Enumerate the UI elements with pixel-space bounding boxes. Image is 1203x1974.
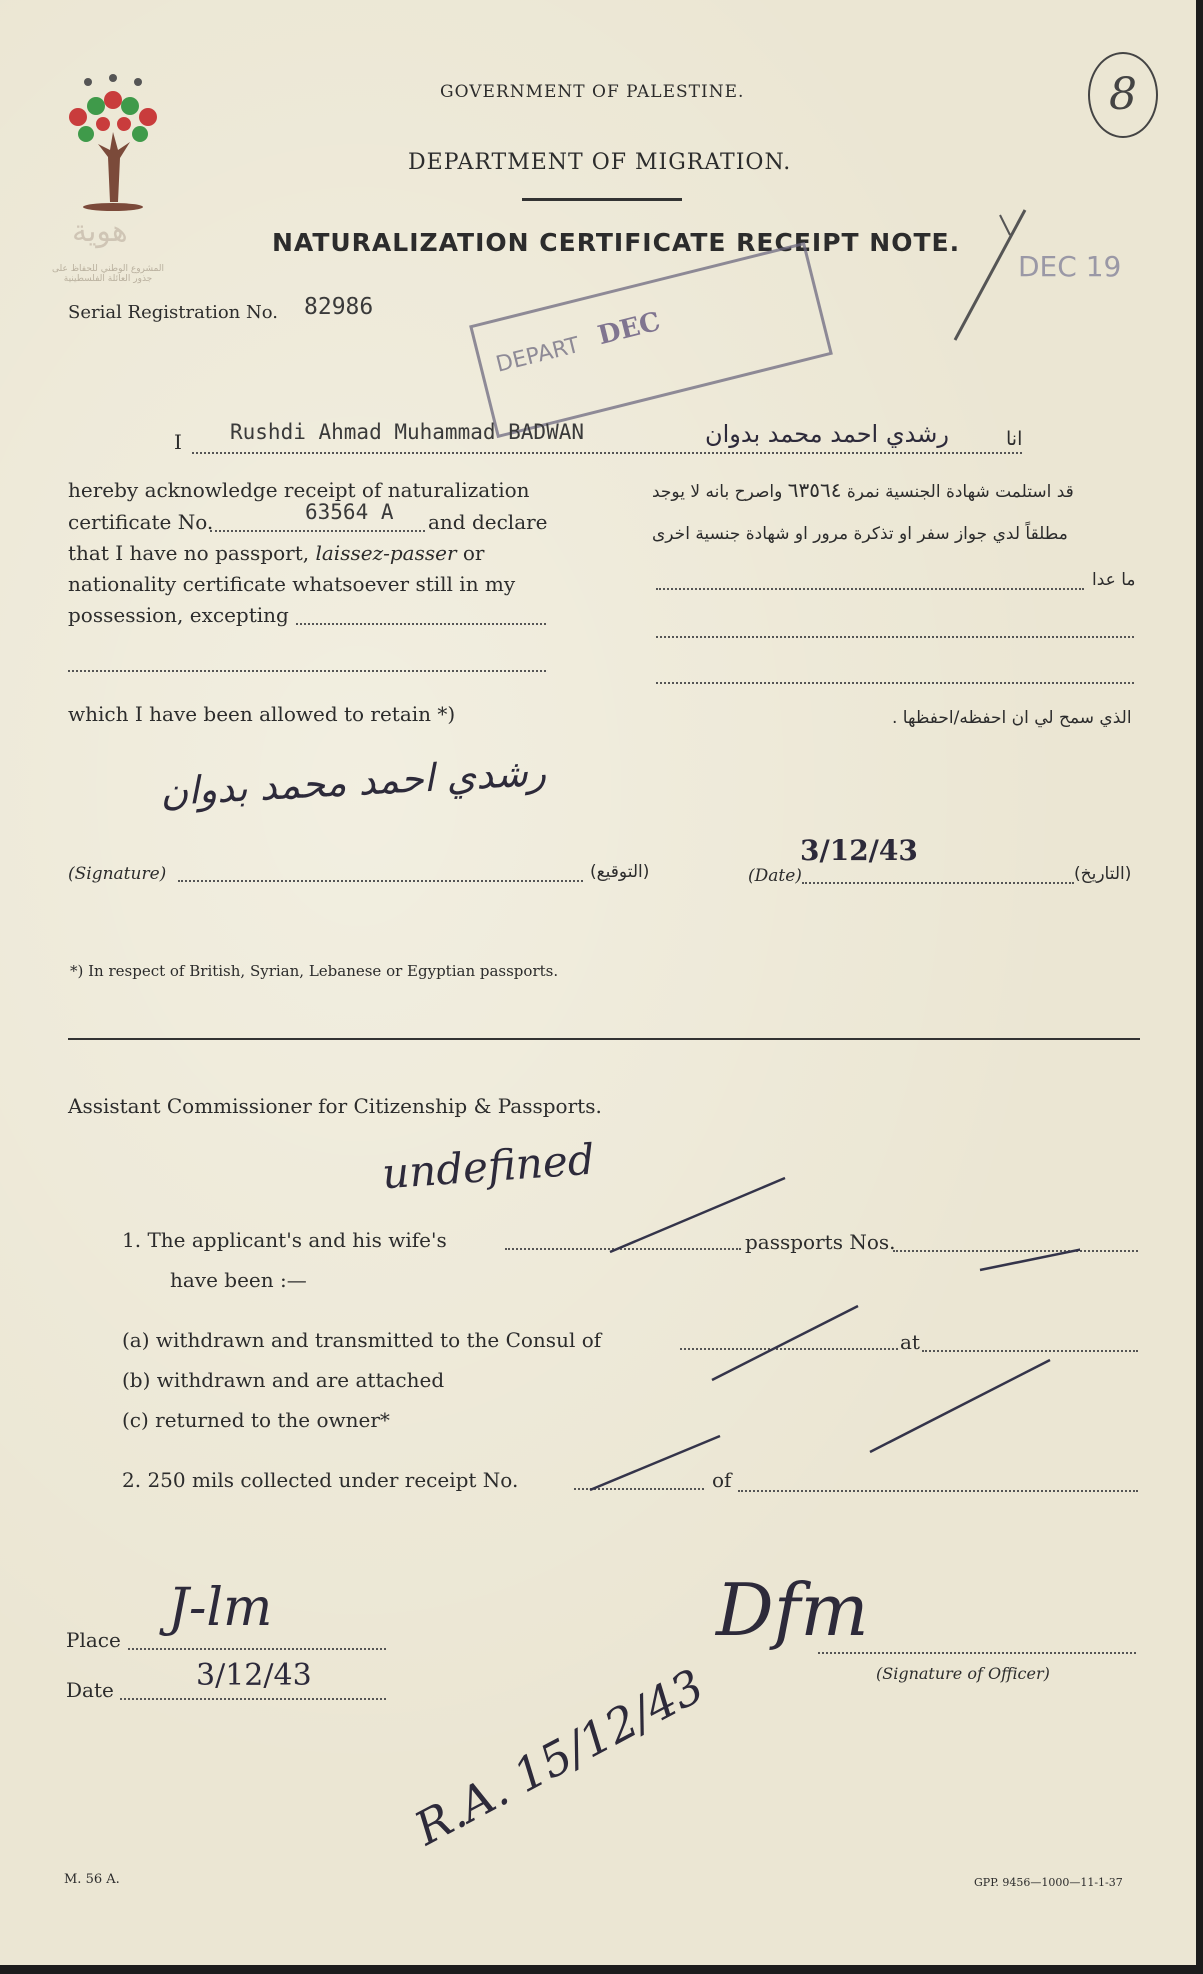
english-line-5: possession, excepting xyxy=(68,603,289,627)
item-2-of: of xyxy=(712,1468,732,1492)
arabic-line-2: مطلقاً لدي جواز سفر او تذكرة مرور او شهادة جنسية اخرى xyxy=(652,524,1068,544)
officer-label: (Signature of Officer) xyxy=(876,1664,1050,1683)
declarant-prefix: I xyxy=(174,430,182,454)
arabic-cert-no: ٦٣٥٦٤ xyxy=(787,478,842,502)
english-line-2b: and declare xyxy=(428,510,548,534)
item-b: (b) withdrawn and are attached xyxy=(122,1368,445,1392)
item-1a: 1. The applicant's and his wife's xyxy=(122,1228,447,1252)
form-code-right: GPP. 9456—1000—11-1-37 xyxy=(974,1876,1123,1889)
department-stamp-date: DEC xyxy=(594,306,664,352)
english-line-2a: certificate No. xyxy=(68,510,214,534)
name-dots xyxy=(192,452,1022,454)
arabic-retain: الذي سمح لي ان احفظه/احفظها . xyxy=(892,708,1132,728)
date-label: (Date) xyxy=(748,866,802,886)
english-line-4: nationality certificate whatsoever still in my xyxy=(68,572,516,596)
english-line-3 xyxy=(68,541,484,565)
excepting-dots xyxy=(296,623,546,625)
department-stamp xyxy=(469,242,833,438)
declarant-name-ar: رشدي احمد محمد بدوان xyxy=(705,420,949,448)
bottom-date-label: Date xyxy=(66,1678,114,1702)
item-2: 2. 250 mils collected under receipt No. xyxy=(122,1468,519,1492)
arabic-line-3: ما عدا xyxy=(1092,570,1136,590)
laissez-passer: laissez-passer xyxy=(315,541,457,565)
undefined-handwritten: undefined xyxy=(380,1134,597,1199)
place-label: Place xyxy=(66,1628,121,1652)
item-c: (c) returned to the owner* xyxy=(122,1408,390,1432)
assistant-title: Assistant Commissioner for Citizenship & Passports. xyxy=(68,1094,602,1118)
serial-label: Serial Registration No. xyxy=(68,302,278,323)
footnote: *) In respect of British, Syrian, Lebanese or Egyptian passports. xyxy=(70,962,559,980)
bottom-date-value: 3/12/43 xyxy=(196,1658,312,1693)
arabic-line-1b: واصرح بانه لا يوجد xyxy=(652,482,783,502)
place-value: J-lm xyxy=(168,1578,273,1638)
arabic-dots-2 xyxy=(656,636,1134,638)
logo-text: هوية xyxy=(72,214,128,249)
pencil-slash xyxy=(950,205,1030,345)
date-dots xyxy=(802,882,1074,884)
english-line-3c: or xyxy=(456,541,485,565)
item-a: (a) withdrawn and transmitted to the Consul of xyxy=(122,1328,602,1352)
date-value: 3/12/43 xyxy=(800,834,918,867)
item-a-at: at xyxy=(900,1330,920,1354)
cancel-strokes xyxy=(560,1170,1080,1510)
arabic-dots-1 xyxy=(656,588,1084,590)
place-dots xyxy=(128,1648,386,1650)
item-1b: passports Nos. xyxy=(745,1230,896,1254)
tree-logo-icon xyxy=(58,72,168,212)
gov-heading: GOVERNMENT OF PALESTINE. xyxy=(440,82,745,102)
declarant-prefix-ar: انا xyxy=(1006,428,1023,450)
excepting-dots-2 xyxy=(68,670,546,672)
date-label-ar: (التاريخ) xyxy=(1074,864,1132,884)
signature-label-ar: (التوقيع) xyxy=(590,862,650,882)
handwritten-signature: رشدي احمد محمد بدوان xyxy=(159,749,548,815)
header-rule xyxy=(522,198,682,201)
english-line-1: hereby acknowledge receipt of naturalization xyxy=(68,478,530,502)
signature-label: (Signature) xyxy=(68,864,167,884)
cert-no-dots xyxy=(210,530,425,532)
english-line-3a: that I have no passport, xyxy=(68,541,316,565)
section-divider xyxy=(68,1038,1140,1040)
declarant-name: Rushdi Ahmad Muhammad BADWAN xyxy=(230,420,585,444)
signature-dots xyxy=(178,880,583,882)
dept-heading: DEPARTMENT OF MIGRATION. xyxy=(408,150,792,175)
officer-signature: Dfm xyxy=(716,1568,869,1652)
department-stamp-text: DEPART xyxy=(493,332,582,378)
tree-logo xyxy=(58,72,168,212)
form-code-left: M. 56 A. xyxy=(64,1872,120,1887)
bottom-date-dots xyxy=(120,1698,386,1700)
item-1c: have been :— xyxy=(170,1268,307,1292)
officer-dots xyxy=(818,1652,1136,1654)
logo-subtitle: المشروع الوطني للحفاظ على جذور العائلة الفلسطينية xyxy=(51,264,164,284)
serial-number: 82986 xyxy=(304,294,374,320)
page-number-text: 8 xyxy=(1109,69,1137,120)
arabic-dots-3 xyxy=(656,682,1134,684)
document-title: NATURALIZATION CERTIFICATE RECEIPT NOTE. xyxy=(272,228,961,257)
arabic-line-1 xyxy=(652,478,1074,502)
arabic-line-1a: قد استلمت شهادة الجنسية نمرة xyxy=(846,482,1074,502)
page-number xyxy=(1088,52,1158,138)
cert-number: 63564 A xyxy=(305,500,394,524)
retain-text: which I have been allowed to retain *) xyxy=(68,702,456,726)
initials-handwritten: R.A. 15/12/43 xyxy=(405,1658,713,1856)
dec-stamp: DEC 19 xyxy=(1018,250,1122,283)
